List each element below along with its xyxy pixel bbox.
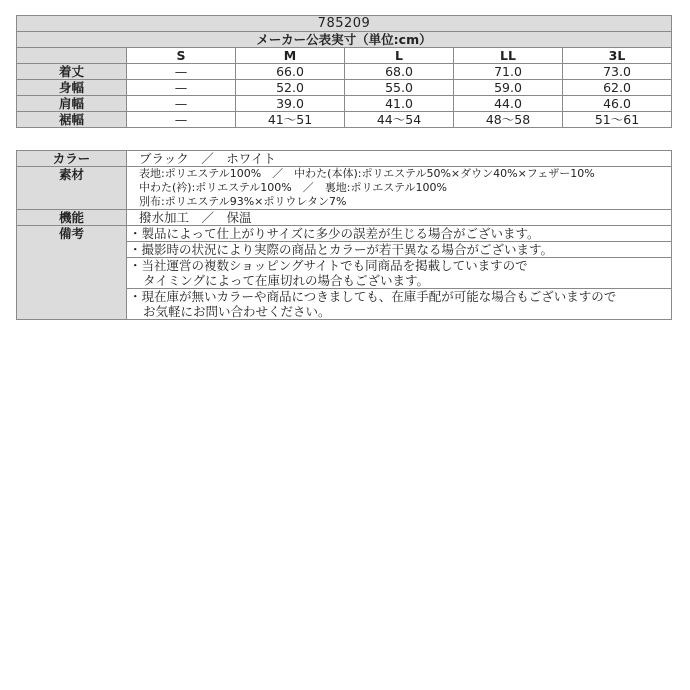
- cell: 66.0: [236, 64, 345, 80]
- row-label-shoulder: 肩幅: [17, 96, 127, 112]
- cell: 39.0: [236, 96, 345, 112]
- table-row: [17, 80, 672, 96]
- table-row: [17, 112, 672, 128]
- note-line: ・撮影時の状況により実際の商品とカラーが若干異なる場合がございます。: [129, 242, 554, 257]
- cell: 55.0: [345, 80, 454, 96]
- product-code: 785209: [17, 16, 672, 32]
- cell: 41〜51: [236, 112, 345, 128]
- cell: 44.0: [454, 96, 563, 112]
- material-value: [127, 167, 672, 210]
- note-item: [127, 226, 672, 242]
- row-label-hem: 裾幅: [17, 112, 127, 128]
- cell: 71.0: [454, 64, 563, 80]
- material-line: 表地:ポリエステル100% ／ 中わた(本体):ポリエステル50%×ダウン40%×フェザー10%: [139, 167, 595, 180]
- note-line: ・現在庫が無いカラーや商品につきましても、在庫手配が可能な場合もございますので: [129, 289, 617, 304]
- note-line: タイミングによって在庫切れの場合もございます。: [143, 273, 430, 288]
- cell: 46.0: [563, 96, 672, 112]
- size-header-3l: 3L: [563, 48, 672, 64]
- cell: 51〜61: [563, 112, 672, 128]
- note-item: [127, 242, 672, 258]
- cell: —: [127, 96, 236, 112]
- cell: —: [127, 80, 236, 96]
- note-line: お気軽にお問い合わせください。: [143, 304, 331, 319]
- notes-label: 備考: [17, 226, 127, 320]
- cell: 59.0: [454, 80, 563, 96]
- size-header-row: [17, 48, 672, 64]
- size-table: [16, 15, 672, 128]
- cell: 68.0: [345, 64, 454, 80]
- size-header-l: L: [345, 48, 454, 64]
- note-line: ・製品によって仕上がりサイズに多少の誤差が生じる場合がございます。: [129, 226, 540, 241]
- color-value: ブラック ／ ホワイト: [127, 151, 672, 167]
- notes-row: [17, 226, 672, 242]
- row-label-length: 着丈: [17, 64, 127, 80]
- row-label-chest: 身幅: [17, 80, 127, 96]
- cell: 41.0: [345, 96, 454, 112]
- color-row: [17, 151, 672, 167]
- size-header-m: M: [236, 48, 345, 64]
- size-caption-row: [17, 32, 672, 48]
- cell: 62.0: [563, 80, 672, 96]
- size-header-ll: LL: [454, 48, 563, 64]
- note-item: [127, 289, 672, 320]
- size-caption: メーカー公表実寸（単位:cm）: [17, 32, 672, 48]
- cell: 73.0: [563, 64, 672, 80]
- material-line: 中わた(衿):ポリエステル100% ／ 裏地:ポリエステル100%: [139, 181, 447, 194]
- cell: —: [127, 112, 236, 128]
- cell: 52.0: [236, 80, 345, 96]
- function-row: [17, 210, 672, 226]
- material-label: 素材: [17, 167, 127, 210]
- product-code-row: [17, 16, 672, 32]
- function-label: 機能: [17, 210, 127, 226]
- cell: —: [127, 64, 236, 80]
- function-value: 撥水加工 ／ 保温: [127, 210, 672, 226]
- note-line: ・当社運営の複数ショッピングサイトでも同商品を掲載していますので: [129, 258, 528, 273]
- product-info-table: [16, 150, 672, 320]
- material-row: [17, 167, 672, 210]
- size-header-s: S: [127, 48, 236, 64]
- table-row: [17, 96, 672, 112]
- corner-cell: [17, 48, 127, 64]
- cell: 48〜58: [454, 112, 563, 128]
- table-row: [17, 64, 672, 80]
- cell: 44〜54: [345, 112, 454, 128]
- material-line: 別布:ポリエステル93%×ポリウレタン7%: [139, 195, 347, 208]
- note-item: [127, 258, 672, 289]
- color-label: カラー: [17, 151, 127, 167]
